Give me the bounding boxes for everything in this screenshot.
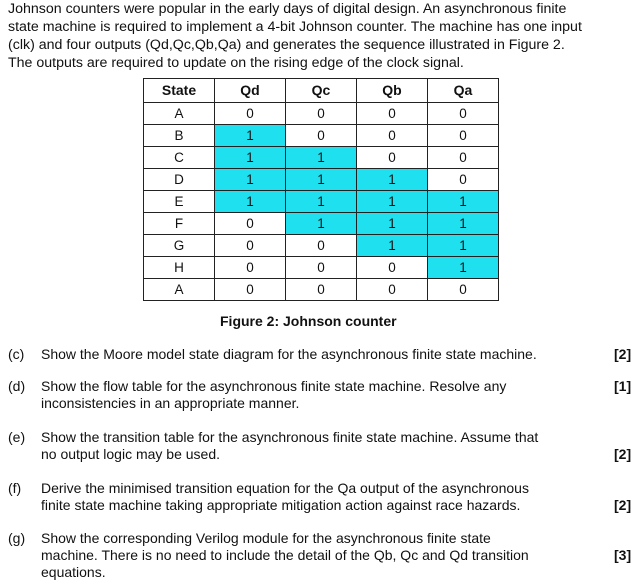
state-cell: F	[144, 213, 215, 235]
question-marks: [2]	[614, 446, 632, 462]
qa-cell: 1	[428, 235, 499, 257]
qb-cell: 0	[357, 279, 428, 301]
header-qc: Qc	[286, 79, 357, 103]
question-marks: [1]	[614, 378, 632, 394]
state-cell: D	[144, 169, 215, 191]
table-row	[144, 169, 499, 191]
qc-cell: 1	[286, 213, 357, 235]
question-line: Derive the minimised transition equation for the Qa output of the asynchronous	[41, 480, 529, 496]
qd-cell: 1	[215, 125, 286, 147]
intro-line: The outputs are required to update on the rising edge of the clock signal.	[8, 55, 464, 71]
table-body	[144, 103, 499, 301]
question-label: (e)	[8, 429, 26, 445]
header-qa: Qa	[428, 79, 499, 103]
qb-cell: 0	[357, 147, 428, 169]
qc-cell: 1	[286, 169, 357, 191]
table-row	[144, 213, 499, 235]
question-line: Show the flow table for the asynchronous finite state machine. Resolve any	[41, 378, 507, 394]
qb-cell: 0	[357, 125, 428, 147]
intro-paragraph	[8, 0, 634, 72]
state-cell: G	[144, 235, 215, 257]
qd-cell: 1	[215, 191, 286, 213]
qc-cell: 0	[286, 279, 357, 301]
question-line: Show the Moore model state diagram for the asynchronous finite state machine.	[41, 346, 537, 362]
qa-cell: 1	[428, 191, 499, 213]
qa-cell: 0	[428, 169, 499, 191]
question-label: (g)	[8, 530, 26, 546]
qb-cell: 0	[357, 103, 428, 125]
qd-cell: 0	[215, 103, 286, 125]
header-qd: Qd	[215, 79, 286, 103]
question-line: Show the corresponding Verilog module for the asynchronous finite state	[41, 530, 491, 546]
question-line: machine. There is no need to include the detail of the Qb, Qc and Qd transition	[41, 547, 529, 563]
state-cell: H	[144, 257, 215, 279]
question-marks: [2]	[614, 346, 632, 362]
state-cell: E	[144, 191, 215, 213]
qd-cell: 1	[215, 147, 286, 169]
qa-cell: 0	[428, 279, 499, 301]
question-marks: [2]	[614, 497, 632, 513]
question-line: inconsistencies in an appropriate manner.	[41, 395, 300, 411]
question-line: equations.	[41, 564, 106, 580]
johnson-counter-table	[143, 78, 499, 301]
qc-cell: 0	[286, 235, 357, 257]
table-row	[144, 125, 499, 147]
question-label: (c)	[8, 346, 25, 362]
table-row	[144, 279, 499, 301]
table-header-row	[144, 79, 499, 103]
qd-cell: 0	[215, 257, 286, 279]
qa-cell: 0	[428, 103, 499, 125]
qc-cell: 1	[286, 191, 357, 213]
header-qb: Qb	[357, 79, 428, 103]
intro-line: state machine is required to implement a 4-bit Johnson counter. The machine has one input	[8, 19, 582, 35]
qd-cell: 0	[215, 279, 286, 301]
qd-cell: 0	[215, 235, 286, 257]
question-label: (d)	[8, 378, 26, 394]
question-marks: [3]	[614, 547, 632, 563]
state-cell: A	[144, 103, 215, 125]
qb-cell: 1	[357, 213, 428, 235]
table-row	[144, 147, 499, 169]
qd-cell: 1	[215, 169, 286, 191]
question-text	[41, 530, 586, 581]
question-line: no output logic may be used.	[41, 446, 221, 462]
table-row	[144, 191, 499, 213]
state-cell: B	[144, 125, 215, 147]
qa-cell: 1	[428, 257, 499, 279]
intro-line: Johnson counters were popular in the early days of digital design. An asynchronous finite	[8, 1, 567, 17]
qd-cell: 0	[215, 213, 286, 235]
question-text	[41, 429, 586, 463]
qc-cell: 1	[286, 147, 357, 169]
qc-cell: 0	[286, 125, 357, 147]
sequence-table	[143, 78, 499, 301]
state-cell: A	[144, 279, 215, 301]
qb-cell: 1	[357, 169, 428, 191]
question-text	[41, 378, 586, 412]
question-text	[41, 346, 586, 363]
qa-cell: 0	[428, 125, 499, 147]
question-text	[41, 480, 586, 514]
qb-cell: 1	[357, 191, 428, 213]
header-state: State	[144, 79, 215, 103]
qc-cell: 0	[286, 103, 357, 125]
table-row	[144, 257, 499, 279]
question-line: finite state machine taking appropriate mitigation action against race hazards.	[41, 497, 521, 513]
question-label: (f)	[8, 480, 22, 496]
qc-cell: 0	[286, 257, 357, 279]
qb-cell: 0	[357, 257, 428, 279]
qb-cell: 1	[357, 235, 428, 257]
figure-caption: Figure 2: Johnson counter	[220, 313, 397, 329]
question-line: Show the transition table for the asynchronous finite state machine. Assume that	[41, 429, 539, 445]
table-row	[144, 235, 499, 257]
state-cell: C	[144, 147, 215, 169]
qa-cell: 0	[428, 147, 499, 169]
intro-line: (clk) and four outputs (Qd,Qc,Qb,Qa) and generates the sequence illustrated in Figure 2.	[8, 37, 565, 53]
qa-cell: 1	[428, 213, 499, 235]
table-row	[144, 103, 499, 125]
